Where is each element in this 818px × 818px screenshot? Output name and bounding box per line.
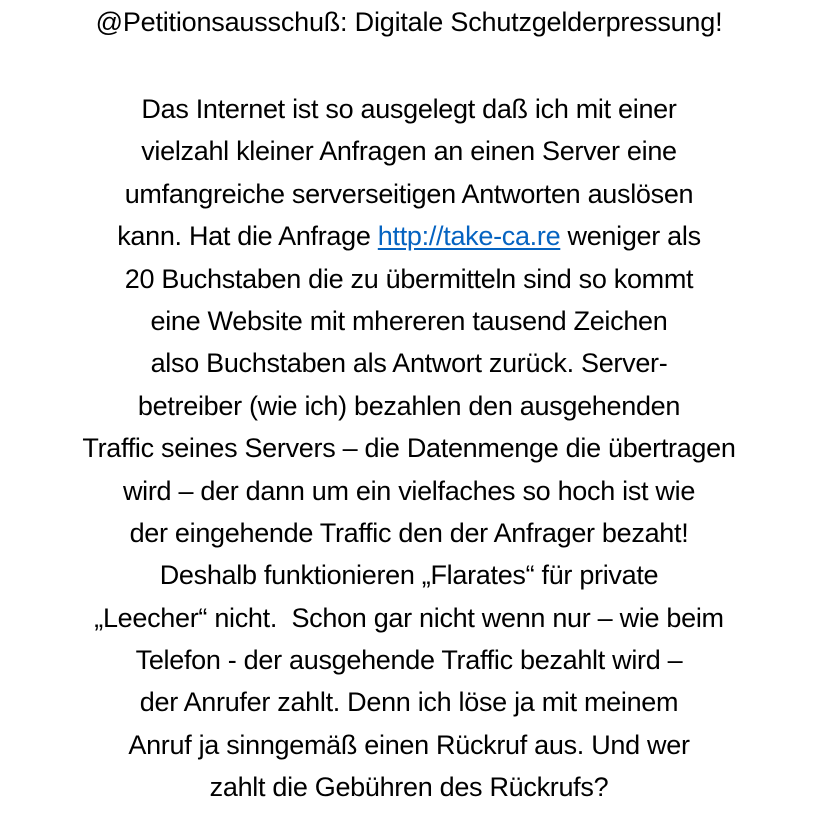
take-care-link[interactable]: http://take-ca.re (377, 221, 561, 252)
text-line: vielzahl kleiner Anfragen an einen Server eine (141, 136, 677, 167)
text-line: Traffic seines Servers – die Datenmenge die übertragen (82, 433, 736, 464)
text-line: betreiber (wie ich) bezahlen den ausgehenden (137, 390, 681, 421)
text-line: zahlt die Gebühren des Rückrufs? (209, 772, 609, 803)
text-line: Deshalb funktionieren „Flarates“ für private (159, 560, 659, 591)
text-line: also Buchstaben als Antwort zurück. Server- (150, 348, 668, 379)
text-line: eine Website mit mhereren tausend Zeichen (150, 305, 668, 336)
text-line: umfangreiche serverseitigen Antworten auslösen (124, 178, 694, 209)
link-prefix-text: kann. Hat die Anfrage (117, 221, 378, 252)
text-line: Das Internet ist so ausgelegt daß ich mit einer (141, 94, 677, 124)
body-paragraph (0, 88, 818, 809)
slide-title: @Petitionsausschuß: Digitale Schutzgelderpressung! (95, 7, 723, 37)
text-line-with-link (0, 215, 818, 257)
text-line: „Leecher“ nicht. Schon gar nicht wenn nur – wie beim (94, 602, 724, 633)
text-line: wird – der dann um ein vielfaches so hoch ist wie (122, 475, 696, 506)
link-suffix-text: weniger als (560, 221, 701, 252)
text-line: Anruf ja sinngemäß einen Rückruf aus. Und wer (128, 729, 690, 760)
text-line: 20 Buchstaben die zu übermitteln sind so kommt (124, 263, 694, 294)
text-line: der Anrufer zahlt. Denn ich löse ja mit meinem (139, 687, 679, 718)
text-line: Telefon - der ausgehende Traffic bezahlt wird – (135, 645, 683, 676)
text-line: der eingehende Traffic den der Anfrager bezaht! (129, 517, 689, 548)
